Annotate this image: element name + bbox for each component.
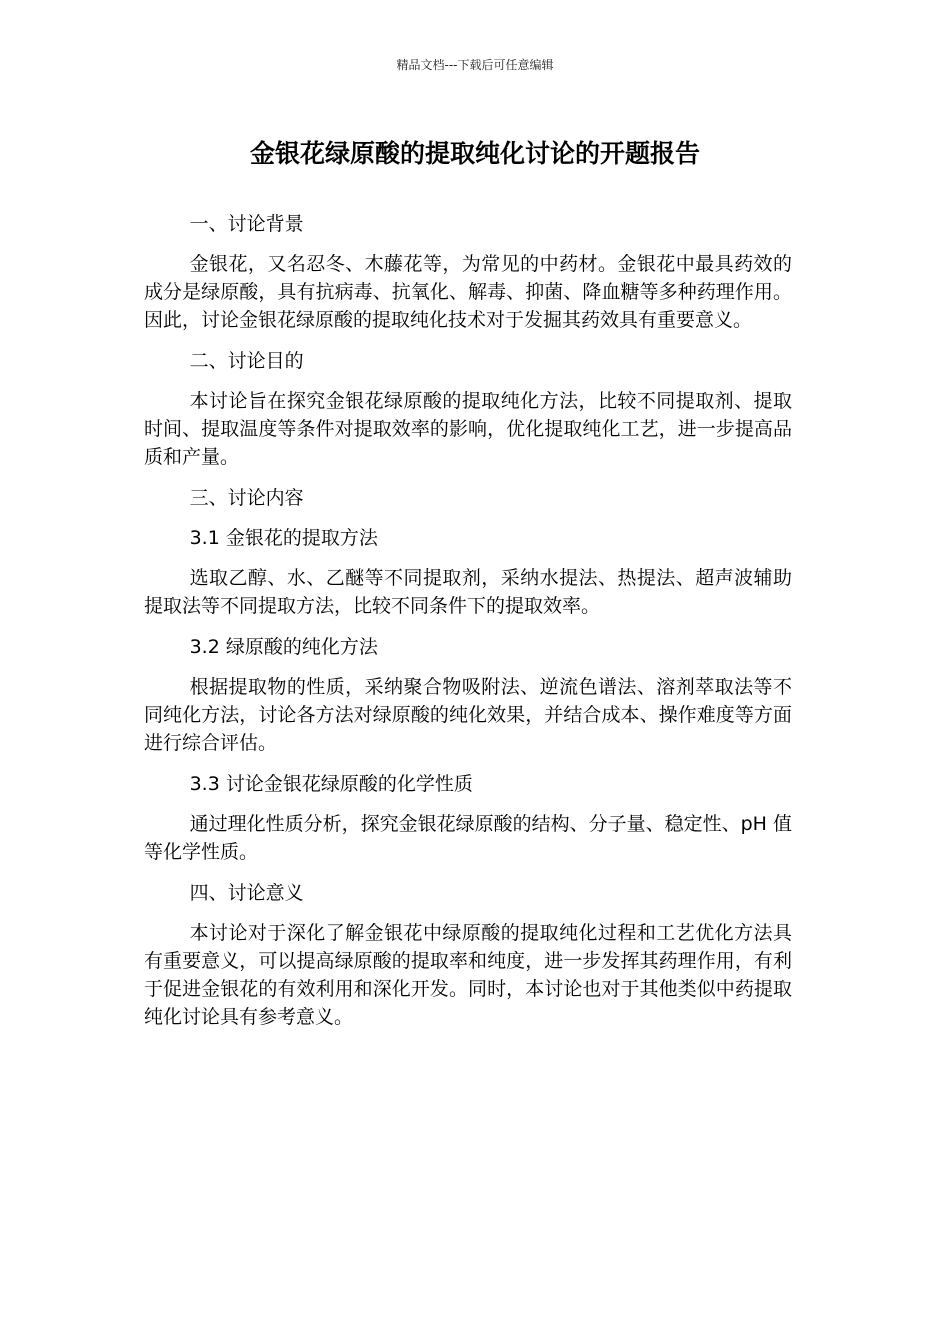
paragraph-significance: 本讨论对于深化了解金银花中绿原酸的提取纯化过程和工艺优化方法具有重要意义，可以提高绿原酸的提取率和纯度，进一步发挥其药理作用，有利于促进金银花的有效利用和深化开发。同时，本讨论也对于其他类似中药提取纯化讨论具有参考意义。: [144, 922, 792, 1028]
page-header: 精品文档---下载后可任意编辑: [396, 58, 554, 72]
section-heading-content: 三、讨论内容: [189, 487, 304, 509]
paragraph-extraction: 选取乙醇、水、乙醚等不同提取剂，采纳水提法、热提法、超声波辅助提取法等不同提取方法，比较不同条件下的提取效率。: [144, 567, 792, 617]
paragraph-purpose: 本讨论旨在探究金银花绿原酸的提取纯化方法，比较不同提取剂、提取时间、提取温度等条件对提取效率的影响，优化提取纯化工艺，进一步提高品质和产量。: [144, 390, 792, 468]
subsection-heading-chemistry: 3.3 讨论金银花绿原酸的化学性质: [189, 773, 473, 795]
section-heading-purpose: 二、讨论目的: [189, 350, 304, 372]
paragraph-purification: 根据提取物的性质，采纳聚合物吸附法、逆流色谱法、溶剂萃取法等不同纯化方法，讨论各方法对绿原酸的纯化效果，并结合成本、操作难度等方面进行综合评估。: [144, 676, 792, 754]
document-body: [144, 210, 792, 1044]
paragraph-chemistry: 通过理化性质分析，探究金银花绿原酸的结构、分子量、稳定性、pH 值等化学性质。: [144, 813, 792, 863]
subsection-heading-purification: 3.2 绿原酸的纯化方法: [189, 636, 378, 658]
subsection-heading-extraction: 3.1 金银花的提取方法: [189, 527, 378, 549]
section-heading-background: 一、讨论背景: [189, 213, 304, 235]
document-title: 金银花绿原酸的提取纯化讨论的开题报告: [249, 139, 700, 168]
section-heading-significance: 四、讨论意义: [189, 882, 304, 904]
paragraph-background: 金银花，又名忍冬、木藤花等，为常见的中药材。金银花中最具药效的成分是绿原酸，具有抗病毒、抗氧化、解毒、抑菌、降血糖等多种药理作用。因此，讨论金银花绿原酸的提取纯化技术对于发掘其药效具有重要意义。: [144, 253, 792, 331]
